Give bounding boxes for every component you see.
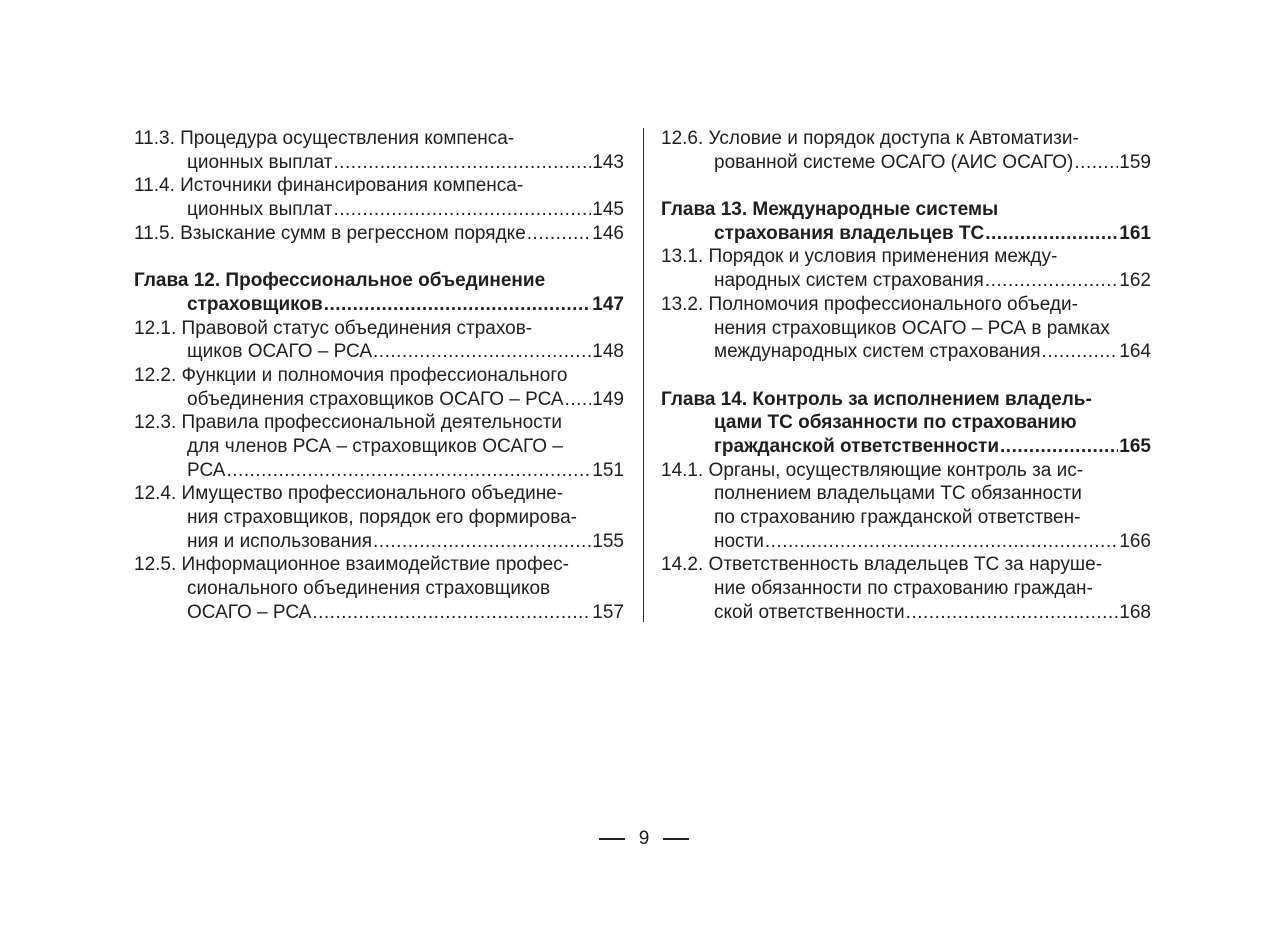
leader-dots <box>1042 340 1119 364</box>
toc-entry-text: полнением владельцами ТС обязанности <box>714 483 1082 505</box>
leader-dots <box>373 530 591 554</box>
toc-entry-text: 13.1. Порядок и условия применения между- <box>661 246 1058 268</box>
toc-entry-text: 14.2. Ответственность владельцев ТС за наруше- <box>661 554 1103 576</box>
leader-dots <box>324 293 592 317</box>
toc-entry-text: для членов РСА – страховщиков ОСАГО – <box>187 435 563 457</box>
toc-entry-text: 11.4. Источники финансирования компенса- <box>134 175 524 197</box>
chapter-title: страховщиков <box>187 293 323 315</box>
toc-entry-text: 11.5. Взыскание сумм в регрессном порядке <box>134 222 526 244</box>
column-divider <box>643 128 644 622</box>
chapter-title: Глава 12. Профессиональное объединение <box>134 270 546 292</box>
toc-entry-text: РСА <box>187 459 226 481</box>
leader-dots <box>333 198 591 222</box>
toc-entry-text: ской ответственности <box>714 601 905 623</box>
chapter-title: страхования владельцев ТС <box>714 222 985 244</box>
toc-entry-13-2[interactable] <box>661 293 1151 364</box>
toc-entry-text: ности <box>714 530 764 552</box>
page-footer <box>0 828 1288 850</box>
toc-left-column <box>134 127 624 624</box>
toc-page-number: 149 <box>592 388 624 410</box>
toc-page-number: 165 <box>1119 435 1151 457</box>
toc-entry-text: 14.1. Органы, осуществляющие контроль за ис- <box>661 459 1084 481</box>
toc-entry-14-2[interactable] <box>661 553 1151 624</box>
toc-page-number: 164 <box>1119 341 1151 363</box>
toc-chapter-13[interactable] <box>661 198 1151 245</box>
toc-page-number: 161 <box>1119 222 1151 244</box>
toc-page-number: 146 <box>592 222 624 244</box>
toc-entry-text: объединения страховщиков ОСАГО – РСА <box>187 388 564 410</box>
toc-entry-text: рованной системе ОСАГО (АИС ОСАГО) <box>714 151 1074 173</box>
toc-page-number: 166 <box>1119 530 1151 552</box>
toc-page-number: 155 <box>592 530 624 552</box>
page-number: 9 <box>638 828 650 849</box>
toc-entry-text: ционных выплат <box>187 151 333 173</box>
leader-dots <box>985 222 1118 246</box>
chapter-title: гражданской ответственности <box>714 435 1000 457</box>
leader-dots <box>906 601 1119 625</box>
footer-dash-left <box>599 838 625 840</box>
toc-entry-text: 12.1. Правовой статус объединения страхов- <box>134 317 533 339</box>
toc-entry-text: ОСАГО – РСА <box>187 601 312 623</box>
toc-entry-12-1[interactable] <box>134 317 624 364</box>
toc-entry-text: ния страховщиков, порядок его формирова- <box>187 507 577 528</box>
toc-page-number: 159 <box>1119 151 1151 173</box>
toc-entry-text: 12.5. Информационное взаимодействие профес- <box>134 554 569 576</box>
toc-entry-text: нения страховщиков ОСАГО – РСА в рамках <box>714 317 1110 339</box>
toc-entry-text: 13.2. Полномочия профессионального объеди- <box>661 293 1078 315</box>
leader-dots <box>1000 435 1118 459</box>
toc-page-number: 157 <box>592 601 624 623</box>
toc-entry-11-5[interactable] <box>134 222 624 246</box>
leader-dots <box>312 601 591 625</box>
toc-entry-text: щиков ОСАГО – РСА <box>187 341 373 363</box>
toc-page-number: 145 <box>592 199 624 221</box>
toc-entry-14-1[interactable] <box>661 459 1151 554</box>
chapter-title: цами ТС обязанности по страхованию <box>714 412 1077 434</box>
toc-entry-13-1[interactable] <box>661 245 1151 292</box>
leader-dots <box>226 459 591 483</box>
leader-dots <box>333 151 591 175</box>
toc-entry-12-3[interactable] <box>134 411 624 482</box>
toc-page-number: 162 <box>1119 270 1151 292</box>
toc-entry-text: сионального объединения страховщиков <box>187 578 551 600</box>
toc-entry-text: народных систем страхования <box>714 270 984 292</box>
toc-entry-text: ционных выплат <box>187 199 333 221</box>
leader-dots <box>565 388 592 412</box>
toc-entry-12-2[interactable] <box>134 364 624 411</box>
toc-entry-text: по страхованию гражданской ответствен- <box>714 507 1081 528</box>
toc-entry-11-3[interactable] <box>134 127 624 174</box>
toc-entry-text: 12.3. Правила профессиональной деятельности <box>134 412 562 434</box>
toc-chapter-14[interactable] <box>661 388 1151 459</box>
toc-entry-text: 11.3. Процедура осуществления компенса- <box>134 128 515 149</box>
leader-dots <box>1074 151 1118 175</box>
toc-entry-12-4[interactable] <box>134 482 624 553</box>
toc-entry-text: 12.4. Имущество профессионального объедине- <box>134 483 564 505</box>
leader-dots <box>373 340 591 364</box>
leader-dots <box>985 269 1118 293</box>
leader-dots <box>527 222 592 246</box>
toc-entry-text: международных систем страхования <box>714 341 1041 363</box>
toc-right-column <box>661 127 1151 624</box>
toc-page-number: 143 <box>592 151 624 173</box>
toc-page-number: 148 <box>592 341 624 363</box>
toc-entry-12-6[interactable] <box>661 127 1151 174</box>
chapter-title: Глава 14. Контроль за исполнением владель- <box>661 388 1092 410</box>
toc-entry-text: ние обязанности по страхованию граждан- <box>714 578 1093 600</box>
toc-page-number: 151 <box>592 459 624 481</box>
toc-entry-text: 12.2. Функции и полномочия профессионального <box>134 364 568 386</box>
leader-dots <box>765 530 1118 554</box>
toc-page-number: 168 <box>1119 601 1151 623</box>
toc-entry-12-5[interactable] <box>134 553 624 624</box>
toc-entry-text: 12.6. Условие и порядок доступа к Автоматизи- <box>661 128 1079 149</box>
footer-dash-right <box>663 838 689 840</box>
toc-page-number: 147 <box>592 293 624 315</box>
toc-entry-11-4[interactable] <box>134 174 624 221</box>
toc-chapter-12[interactable] <box>134 269 624 316</box>
chapter-title: Глава 13. Международные системы <box>661 199 999 221</box>
toc-entry-text: ния и использования <box>187 530 373 552</box>
